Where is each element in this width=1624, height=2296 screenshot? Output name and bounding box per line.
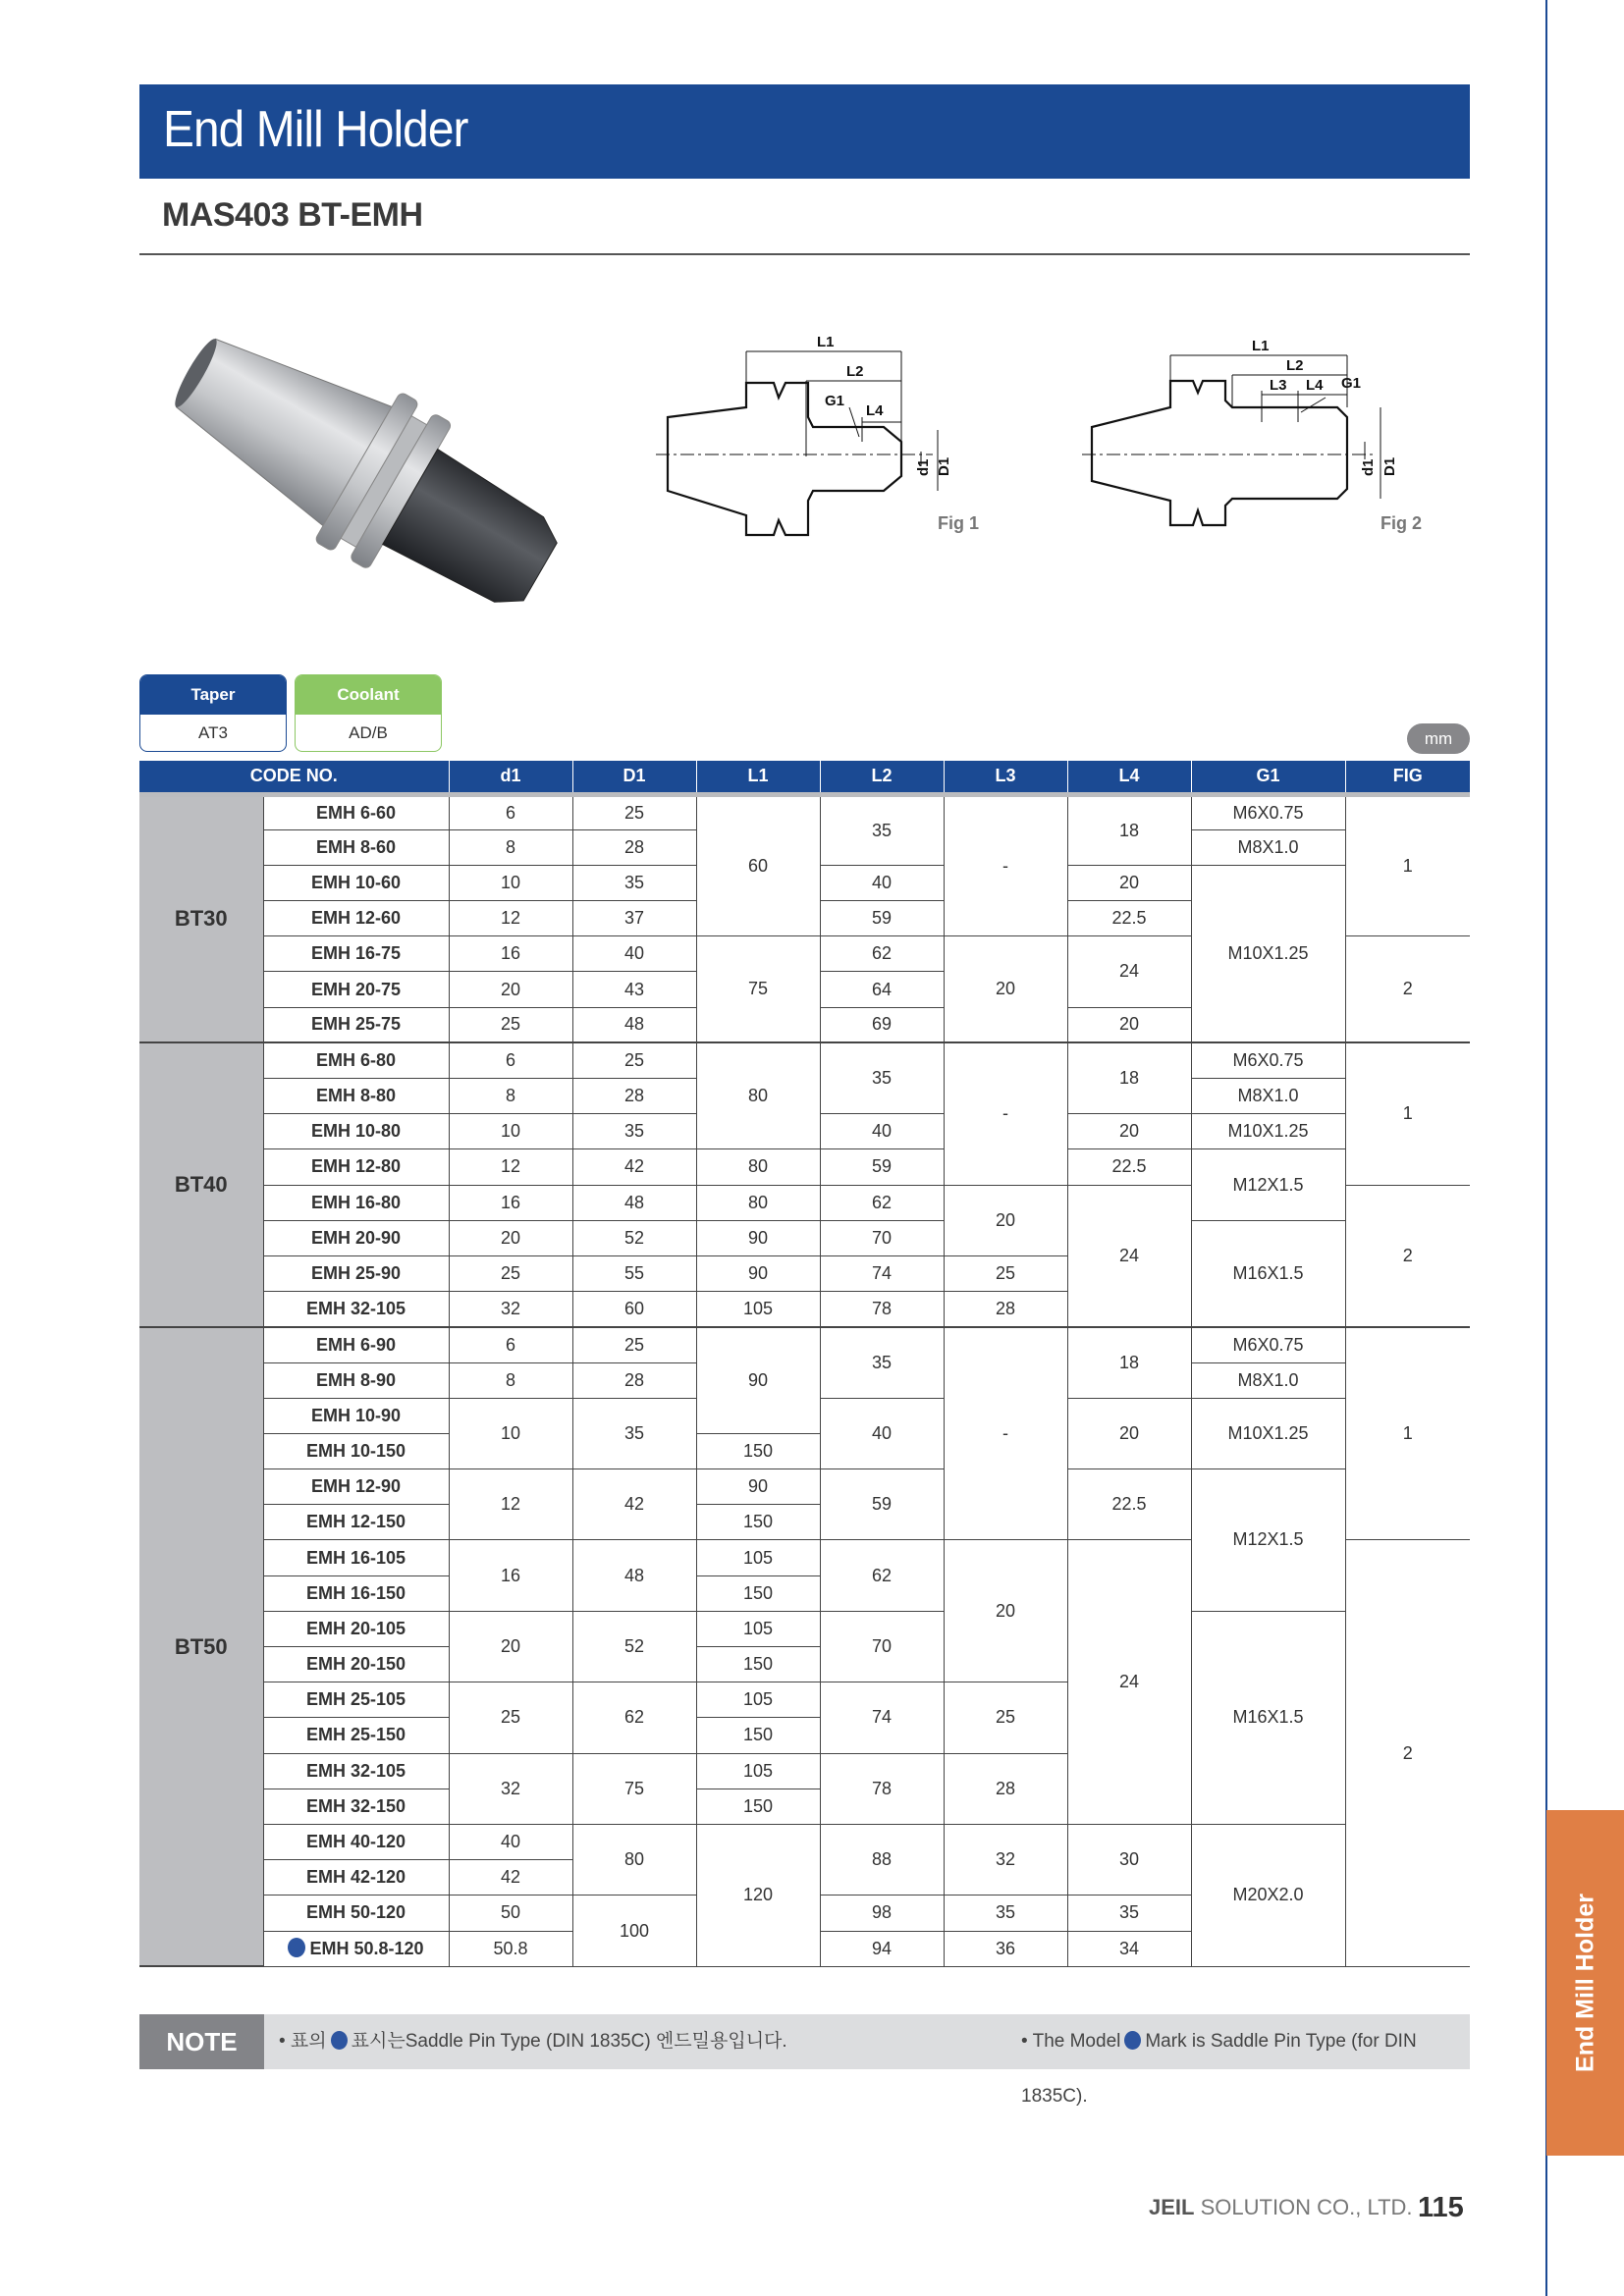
code-text: EMH 42-120 (305, 1867, 406, 1888)
cell-l3: 20 (944, 1185, 1067, 1255)
cell-d1: 80 (572, 1824, 696, 1895)
cell-g1: M10X1.25 (1191, 1398, 1345, 1468)
fig1-dim-d1: d1 (915, 458, 932, 476)
cell-g1: M20X2.0 (1191, 1824, 1345, 1966)
code-text: EMH 20-90 (310, 1227, 402, 1248)
cell-l3: 28 (944, 1753, 1067, 1824)
subtitle-divider (139, 253, 1470, 255)
code-cell (263, 1540, 449, 1575)
code-cell (263, 1149, 449, 1185)
cell-d1: 48 (572, 1007, 696, 1042)
cell-d1: 6 (449, 1327, 572, 1362)
cell-l3: 25 (944, 1682, 1067, 1753)
coolant-badge-value: AD/B (349, 723, 388, 742)
fig1-dim-g1: G1 (825, 393, 845, 409)
cell-d1: 75 (572, 1753, 696, 1824)
cell-d1: 10 (449, 865, 572, 900)
cell-g1: M8X1.0 (1191, 1362, 1345, 1398)
cell-d1: 28 (572, 829, 696, 865)
cell-l2: 40 (820, 1398, 944, 1468)
cell-l1: 150 (696, 1433, 820, 1468)
cell-g1: M6X0.75 (1191, 1327, 1345, 1362)
cell-d1: 16 (449, 936, 572, 972)
cell-d1: 40 (572, 936, 696, 972)
fig2-dim-g1: G1 (1341, 375, 1362, 392)
figure-2-label: Fig 2 (1380, 513, 1423, 533)
cell-l2: 74 (820, 1255, 944, 1291)
cell-l1: 75 (696, 936, 820, 1043)
saddle-pin-dot-icon (331, 2031, 348, 2050)
cell-l2: 35 (820, 794, 944, 865)
cell-l3: 32 (944, 1824, 1067, 1895)
cell-d1: 52 (572, 1611, 696, 1682)
note-label: NOTE (139, 2014, 264, 2069)
footer-company (1149, 2195, 1413, 2220)
fig2-dim-l4: L4 (1306, 377, 1324, 394)
cell-l2: 98 (820, 1896, 944, 1931)
taper-group-label: BT40 (139, 1042, 263, 1327)
cell-g1: M12X1.5 (1191, 1469, 1345, 1612)
spec-table (139, 761, 1470, 1967)
cell-l2: 94 (820, 1931, 944, 1966)
code-text: EMH 50-120 (305, 1902, 406, 1923)
cell-fig: 1 (1345, 1042, 1470, 1185)
code-cell (263, 1575, 449, 1611)
code-text: EMH 12-90 (310, 1476, 402, 1497)
note-bar (139, 2014, 1470, 2107)
cell-l2: 59 (820, 1469, 944, 1540)
coolant-badge (295, 674, 442, 752)
cell-d1: 20 (449, 1220, 572, 1255)
cell-l3: 35 (944, 1896, 1067, 1931)
cell-l1: 105 (696, 1292, 820, 1327)
cell-d1: 100 (572, 1896, 696, 1966)
cell-l1: 80 (696, 1042, 820, 1149)
cell-g1: M10X1.25 (1191, 865, 1345, 1042)
code-cell (263, 865, 449, 900)
cell-g1: M10X1.25 (1191, 1114, 1345, 1149)
title-band (139, 84, 1470, 179)
cell-l4: 24 (1067, 1540, 1191, 1825)
cell-l1: 105 (696, 1753, 820, 1789)
cell-l4: 18 (1067, 794, 1191, 865)
code-text: EMH 25-105 (305, 1689, 406, 1710)
cell-d1: 35 (572, 865, 696, 900)
cell-g1: M8X1.0 (1191, 1079, 1345, 1114)
cell-l4: 22.5 (1067, 1469, 1191, 1540)
cell-l2: 35 (820, 1327, 944, 1398)
cell-d1: 35 (572, 1398, 696, 1468)
table-row (139, 794, 1470, 829)
figure-1-label: Fig 1 (938, 513, 980, 533)
code-cell (263, 1505, 449, 1540)
cell-fig: 1 (1345, 1327, 1470, 1540)
cell-d1: 28 (572, 1362, 696, 1398)
cell-d1: 60 (572, 1292, 696, 1327)
code-text: EMH 8-60 (315, 836, 397, 857)
col-header-L4: L4 (1067, 761, 1191, 794)
code-cell (263, 1362, 449, 1398)
cell-fig: 2 (1345, 1540, 1470, 1966)
cell-l2: 62 (820, 936, 944, 972)
code-cell (263, 1114, 449, 1149)
code-text: EMH 16-80 (310, 1192, 402, 1212)
page-subtitle: MAS403 BT-EMH (162, 196, 423, 234)
cell-l3: - (944, 794, 1067, 936)
cell-l2: 69 (820, 1007, 944, 1042)
cell-l2: 70 (820, 1220, 944, 1255)
cell-l1: 90 (696, 1255, 820, 1291)
col-header-D1: D1 (572, 761, 696, 794)
code-text: EMH 20-105 (305, 1618, 406, 1638)
cell-l4: 20 (1067, 1114, 1191, 1149)
table-row (139, 1220, 1470, 1255)
cell-d1: 12 (449, 901, 572, 936)
cell-l4: 22.5 (1067, 1149, 1191, 1185)
cell-d1: 12 (449, 1149, 572, 1185)
code-text: EMH 20-75 (310, 979, 402, 999)
cell-l4: 34 (1067, 1931, 1191, 1966)
cell-l2: 35 (820, 1042, 944, 1113)
code-text: EMH 6-90 (315, 1334, 397, 1355)
fig2-dim-l1: L1 (1252, 338, 1270, 354)
cell-l1: 150 (696, 1505, 820, 1540)
cell-l4: 18 (1067, 1327, 1191, 1398)
note-english-prefix: • The Model (1021, 2031, 1121, 2052)
cell-l4: 20 (1067, 1398, 1191, 1468)
code-cell (263, 1824, 449, 1859)
cell-l2: 59 (820, 901, 944, 936)
cell-d1: 40 (449, 1824, 572, 1859)
code-cell (263, 794, 449, 829)
code-cell (263, 1327, 449, 1362)
cell-d1: 8 (449, 1362, 572, 1398)
code-text: EMH 20-150 (305, 1654, 406, 1675)
page-title: End Mill Holder (163, 101, 468, 158)
code-cell (263, 1042, 449, 1078)
code-text: EMH 10-90 (310, 1405, 402, 1425)
fig1-dim-D1: D1 (936, 456, 952, 476)
table-row (139, 1327, 1470, 1362)
cell-d1: 25 (449, 1007, 572, 1042)
code-text: EMH 8-80 (315, 1086, 397, 1106)
col-header-FIG: FIG (1345, 761, 1470, 794)
cell-l2: 40 (820, 865, 944, 900)
cell-l2: 62 (820, 1185, 944, 1220)
code-cell (263, 1611, 449, 1646)
cell-l3: 25 (944, 1255, 1067, 1291)
code-cell (263, 1255, 449, 1291)
cell-d1: 12 (449, 1469, 572, 1540)
code-text: EMH 32-150 (305, 1795, 406, 1816)
cell-l1: 150 (696, 1789, 820, 1824)
code-text: EMH 40-120 (305, 1832, 406, 1852)
cell-g1: M12X1.5 (1191, 1149, 1345, 1220)
cell-d1: 25 (572, 1042, 696, 1078)
cell-l4: 22.5 (1067, 901, 1191, 936)
code-cell (263, 1007, 449, 1042)
cell-d1: 32 (449, 1292, 572, 1327)
col-header-L2: L2 (820, 761, 944, 794)
code-cell (263, 1860, 449, 1896)
cell-d1: 16 (449, 1540, 572, 1611)
cell-l2: 62 (820, 1540, 944, 1611)
col-header-L1: L1 (696, 761, 820, 794)
cell-d1: 42 (572, 1469, 696, 1540)
col-header-d1: d1 (449, 761, 572, 794)
cell-l3: 20 (944, 936, 1067, 1043)
table-header-row (139, 761, 1470, 794)
page-number: 115 (1418, 2192, 1464, 2223)
cell-l1: 120 (696, 1824, 820, 1966)
fig2-dim-l2: L2 (1286, 357, 1304, 374)
fig1-dim-l4: L4 (866, 402, 884, 419)
section-tab-label: End Mill Holder (1571, 1894, 1598, 2072)
fig2-dim-l3: L3 (1270, 377, 1287, 394)
cell-l4: 20 (1067, 1007, 1191, 1042)
table-row (139, 1611, 1470, 1646)
cell-l4: 18 (1067, 1042, 1191, 1113)
code-cell (263, 1896, 449, 1931)
code-cell (263, 1789, 449, 1824)
figure-1-drawing (648, 314, 1060, 540)
cell-l1: 90 (696, 1469, 820, 1505)
fig1-dim-l1: L1 (817, 334, 835, 350)
code-text: EMH 8-90 (315, 1369, 397, 1390)
taper-badge (139, 674, 287, 752)
cell-l1: 60 (696, 794, 820, 936)
cell-d1: 43 (572, 972, 696, 1007)
cell-d1: 25 (572, 794, 696, 829)
cell-d1: 50 (449, 1896, 572, 1931)
taper-badge-head: Taper (140, 675, 286, 715)
cell-g1: M6X0.75 (1191, 794, 1345, 829)
fig2-dim-D1: D1 (1381, 456, 1398, 476)
code-cell (263, 1220, 449, 1255)
fig1-dim-l2: L2 (846, 363, 864, 380)
code-cell (263, 1433, 449, 1468)
cell-l2: 40 (820, 1114, 944, 1149)
code-cell (263, 1185, 449, 1220)
cell-d1: 8 (449, 1079, 572, 1114)
note-english (1021, 2014, 1470, 2124)
code-text: EMH 16-105 (305, 1547, 406, 1568)
cell-l4: 35 (1067, 1896, 1191, 1931)
code-cell (263, 1079, 449, 1114)
cell-l1: 150 (696, 1575, 820, 1611)
cell-d1: 8 (449, 829, 572, 865)
cell-l4: 30 (1067, 1824, 1191, 1895)
cell-d1: 37 (572, 901, 696, 936)
code-text: EMH 25-90 (310, 1263, 402, 1284)
cell-d1: 10 (449, 1114, 572, 1149)
code-text: EMH 6-80 (315, 1050, 397, 1071)
code-cell (263, 1718, 449, 1753)
cell-fig: 1 (1345, 794, 1470, 936)
cell-l2: 78 (820, 1292, 944, 1327)
code-text: EMH 10-60 (310, 872, 402, 892)
cell-d1: 62 (572, 1682, 696, 1753)
cell-l1: 105 (696, 1682, 820, 1718)
cell-l2: 74 (820, 1682, 944, 1753)
code-text: EMH 16-150 (305, 1582, 406, 1603)
cell-g1: M16X1.5 (1191, 1611, 1345, 1824)
table-row (139, 1042, 1470, 1078)
code-text: EMH 12-150 (305, 1512, 406, 1532)
cell-l4: 24 (1067, 936, 1191, 1007)
cell-l2: 78 (820, 1753, 944, 1824)
cell-d1: 42 (449, 1860, 572, 1896)
cell-l3: 36 (944, 1931, 1067, 1966)
code-cell (263, 829, 449, 865)
code-cell (263, 1753, 449, 1789)
cell-d1: 48 (572, 1540, 696, 1611)
cell-l1: 90 (696, 1220, 820, 1255)
cell-l4: 20 (1067, 865, 1191, 900)
code-cell (263, 972, 449, 1007)
cell-d1: 25 (449, 1682, 572, 1753)
cell-l1: 80 (696, 1185, 820, 1220)
taper-group-label: BT30 (139, 794, 263, 1042)
col-header-G1: G1 (1191, 761, 1345, 794)
cell-d1: 55 (572, 1255, 696, 1291)
cell-d1: 6 (449, 794, 572, 829)
cell-d1: 10 (449, 1398, 572, 1468)
taper-group-label: BT50 (139, 1327, 263, 1966)
code-text: EMH 10-80 (310, 1121, 402, 1142)
cell-d1: 48 (572, 1185, 696, 1220)
table-row (139, 1469, 1470, 1505)
cell-d1: 25 (572, 1327, 696, 1362)
cell-d1: 52 (572, 1220, 696, 1255)
cell-d1: 28 (572, 1079, 696, 1114)
cell-d1: 6 (449, 1042, 572, 1078)
product-image (137, 294, 648, 667)
saddle-pin-dot-icon (1124, 2031, 1141, 2050)
code-text: EMH 10-150 (305, 1440, 406, 1461)
fig2-dim-d1: d1 (1360, 458, 1377, 476)
cell-fig: 2 (1345, 936, 1470, 1043)
cell-d1: 32 (449, 1753, 572, 1824)
cell-l1: 105 (696, 1611, 820, 1646)
figure-2-drawing (1080, 314, 1483, 540)
cell-d1: 50.8 (449, 1931, 572, 1966)
saddle-pin-dot-icon (288, 1938, 305, 1957)
coolant-badge-head: Coolant (296, 675, 441, 715)
cell-l3: - (944, 1042, 1067, 1185)
table-row (139, 1824, 1470, 1859)
cell-l3: 28 (944, 1292, 1067, 1327)
cell-g1: M8X1.0 (1191, 829, 1345, 865)
cell-l3: 20 (944, 1540, 1067, 1682)
code-cell (263, 1292, 449, 1327)
cell-g1: M16X1.5 (1191, 1220, 1345, 1327)
col-header-code: CODE NO. (139, 761, 449, 794)
code-text: EMH 25-75 (310, 1014, 402, 1035)
code-text: EMH 6-60 (315, 802, 397, 823)
cell-fig: 2 (1345, 1185, 1470, 1327)
note-korean (279, 2014, 787, 2069)
cell-d1: 20 (449, 972, 572, 1007)
code-cell (263, 901, 449, 936)
footer-company-name: SOLUTION CO., LTD. (1200, 2195, 1413, 2219)
code-cell (263, 1682, 449, 1718)
note-english-text: Mark is Saddle Pin Type (for DIN 1835C). (1021, 2031, 1417, 2107)
cell-l1: 150 (696, 1718, 820, 1753)
col-header-L3: L3 (944, 761, 1067, 794)
cell-l1: 90 (696, 1327, 820, 1434)
code-text: EMH 16-75 (310, 943, 402, 964)
code-cell (263, 936, 449, 972)
taper-badge-value: AT3 (198, 723, 228, 742)
cell-l1: 80 (696, 1149, 820, 1185)
cell-d1: 25 (449, 1255, 572, 1291)
cell-l1: 150 (696, 1647, 820, 1682)
cell-l3: - (944, 1327, 1067, 1540)
cell-l2: 64 (820, 972, 944, 1007)
code-text: EMH 50.8-120 (309, 1939, 424, 1959)
code-cell (263, 1647, 449, 1682)
code-text: EMH 32-105 (305, 1298, 406, 1318)
code-cell (263, 1469, 449, 1505)
cell-d1: 42 (572, 1149, 696, 1185)
code-cell (263, 1398, 449, 1433)
cell-d1: 20 (449, 1611, 572, 1682)
cell-g1: M6X0.75 (1191, 1042, 1345, 1078)
note-korean-text: 표시는Saddle Pin Type (DIN 1835C) 엔드밀용입니다. (351, 2031, 787, 2052)
code-text: EMH 12-80 (310, 1156, 402, 1177)
footer-brand: JEIL (1149, 2195, 1195, 2219)
cell-l1: 105 (696, 1540, 820, 1575)
code-text: EMH 32-105 (305, 1760, 406, 1781)
cell-l2: 70 (820, 1611, 944, 1682)
cell-d1: 35 (572, 1114, 696, 1149)
code-cell (263, 1931, 449, 1966)
table-row (139, 1149, 1470, 1185)
code-text: EMH 25-150 (305, 1725, 406, 1745)
section-tab[interactable] (1546, 1810, 1624, 2156)
cell-l2: 59 (820, 1149, 944, 1185)
unit-badge: mm (1407, 723, 1470, 754)
cell-d1: 16 (449, 1185, 572, 1220)
cell-l4: 24 (1067, 1185, 1191, 1327)
cell-l2: 88 (820, 1824, 944, 1895)
code-text: EMH 12-60 (310, 908, 402, 929)
note-korean-prefix: • 표의 (279, 2031, 327, 2052)
